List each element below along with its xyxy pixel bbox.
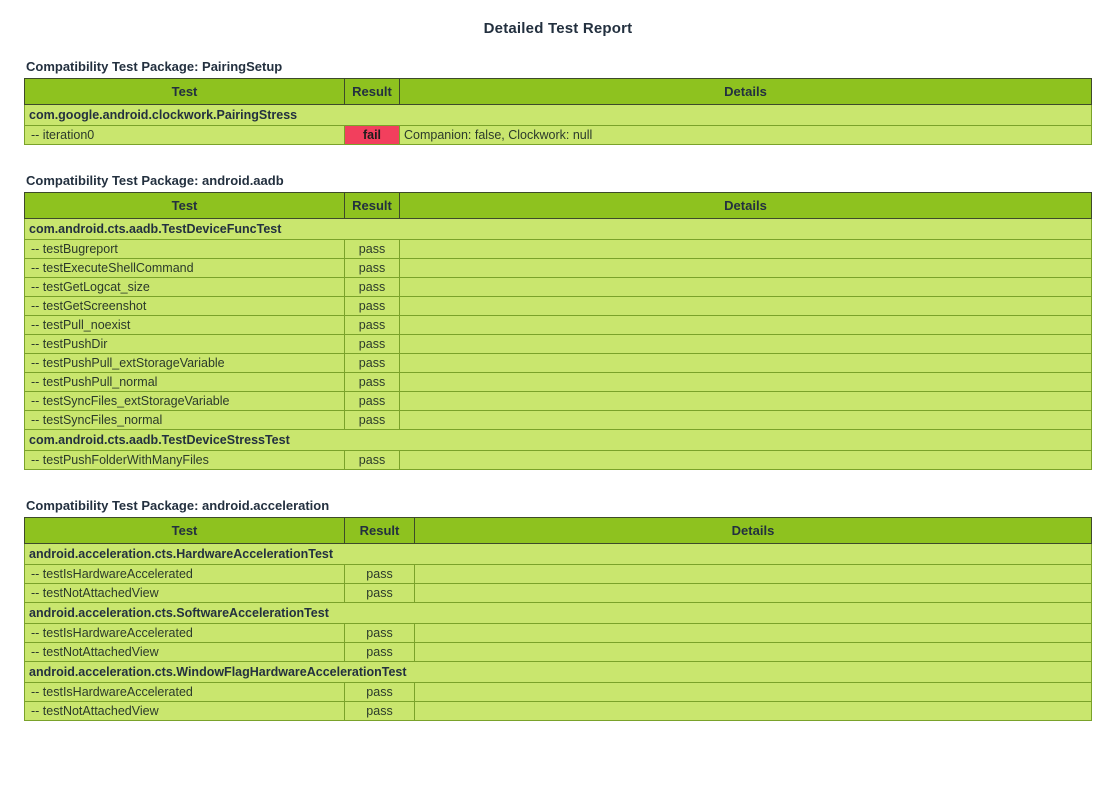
test-name-cell: -- testNotAttachedView	[25, 643, 345, 662]
column-header-test: Test	[25, 518, 345, 544]
table-header-row	[25, 518, 1092, 544]
test-name-cell: -- testExecuteShellCommand	[25, 259, 345, 278]
suite-row	[25, 544, 1092, 565]
suite-row	[25, 430, 1092, 451]
test-name-cell: -- testPull_noexist	[25, 316, 345, 335]
table-row	[25, 354, 1092, 373]
test-details-cell	[415, 643, 1092, 662]
test-details-cell	[400, 335, 1092, 354]
table-header-row	[25, 193, 1092, 219]
results-table	[24, 78, 1092, 145]
status-badge-pass: pass	[345, 278, 400, 297]
table-row	[25, 451, 1092, 470]
status-badge-pass: pass	[345, 451, 400, 470]
status-badge-pass: pass	[345, 411, 400, 430]
table-row	[25, 392, 1092, 411]
test-details-cell	[400, 240, 1092, 259]
suite-row	[25, 219, 1092, 240]
table-header-row	[25, 79, 1092, 105]
test-details-cell	[400, 316, 1092, 335]
suite-name: android.acceleration.cts.SoftwareAccelerationTest	[25, 603, 1092, 624]
suite-name: com.android.cts.aadb.TestDeviceFuncTest	[25, 219, 1092, 240]
results-table	[24, 192, 1092, 470]
status-badge-pass: pass	[345, 335, 400, 354]
status-badge-pass: pass	[345, 643, 415, 662]
package-block	[24, 173, 1092, 470]
package-heading: Compatibility Test Package: android.aadb	[26, 173, 284, 188]
test-details-cell	[400, 411, 1092, 430]
test-details-cell	[400, 451, 1092, 470]
column-header-result: Result	[345, 193, 400, 219]
column-header-result: Result	[345, 79, 400, 105]
status-badge-pass: pass	[345, 297, 400, 316]
suite-name: com.android.cts.aadb.TestDeviceStressTest	[25, 430, 1092, 451]
table-row	[25, 278, 1092, 297]
test-name-cell: -- testGetLogcat_size	[25, 278, 345, 297]
table-row	[25, 335, 1092, 354]
table-row	[25, 316, 1092, 335]
test-details-cell	[415, 683, 1092, 702]
table-row	[25, 126, 1092, 145]
test-name-cell: -- testNotAttachedView	[25, 584, 345, 603]
column-header-details: Details	[415, 518, 1092, 544]
test-details-cell	[400, 354, 1092, 373]
package-block	[24, 498, 1092, 721]
suite-name: android.acceleration.cts.HardwareAccelerationTest	[25, 544, 1092, 565]
test-name-cell: -- testBugreport	[25, 240, 345, 259]
package-heading: Compatibility Test Package: android.acceleration	[26, 498, 330, 513]
status-badge-pass: pass	[345, 683, 415, 702]
status-badge-pass: pass	[345, 392, 400, 411]
test-details-cell: Companion: false, Clockwork: null	[400, 126, 1092, 145]
column-header-result: Result	[345, 518, 415, 544]
test-name-cell: -- testSyncFiles_extStorageVariable	[25, 392, 345, 411]
test-name-cell: -- testIsHardwareAccelerated	[25, 683, 345, 702]
test-name-cell: -- testNotAttachedView	[25, 702, 345, 721]
status-badge-fail: fail	[345, 126, 400, 145]
table-row	[25, 584, 1092, 603]
results-table	[24, 517, 1092, 721]
test-details-cell	[415, 624, 1092, 643]
table-row	[25, 643, 1092, 662]
column-header-details: Details	[400, 193, 1092, 219]
status-badge-pass: pass	[345, 584, 415, 603]
test-name-cell: -- testPushPull_normal	[25, 373, 345, 392]
test-details-cell	[415, 584, 1092, 603]
suite-row	[25, 662, 1092, 683]
suite-name: android.acceleration.cts.WindowFlagHardwareAccelerationTest	[25, 662, 1092, 683]
status-badge-pass: pass	[345, 565, 415, 584]
status-badge-pass: pass	[345, 240, 400, 259]
package-heading: Compatibility Test Package: PairingSetup	[26, 59, 283, 74]
table-row	[25, 683, 1092, 702]
test-details-cell	[400, 297, 1092, 316]
test-name-cell: -- testPushDir	[25, 335, 345, 354]
table-row	[25, 240, 1092, 259]
suite-name: com.google.android.clockwork.PairingStress	[25, 105, 1092, 126]
test-name-cell: -- iteration0	[25, 126, 345, 145]
test-name-cell: -- testGetScreenshot	[25, 297, 345, 316]
table-row	[25, 259, 1092, 278]
status-badge-pass: pass	[345, 316, 400, 335]
status-badge-pass: pass	[345, 373, 400, 392]
packages-container	[24, 59, 1092, 721]
test-name-cell: -- testPushFolderWithManyFiles	[25, 451, 345, 470]
package-block	[24, 59, 1092, 145]
column-header-details: Details	[400, 79, 1092, 105]
table-row	[25, 411, 1092, 430]
table-row	[25, 297, 1092, 316]
test-details-cell	[400, 259, 1092, 278]
test-name-cell: -- testPushPull_extStorageVariable	[25, 354, 345, 373]
test-details-cell	[415, 702, 1092, 721]
status-badge-pass: pass	[345, 624, 415, 643]
table-row	[25, 624, 1092, 643]
test-name-cell: -- testIsHardwareAccelerated	[25, 624, 345, 643]
status-badge-pass: pass	[345, 354, 400, 373]
test-name-cell: -- testIsHardwareAccelerated	[25, 565, 345, 584]
test-name-cell: -- testSyncFiles_normal	[25, 411, 345, 430]
suite-row	[25, 105, 1092, 126]
page-title: Detailed Test Report	[483, 20, 633, 37]
suite-row	[25, 603, 1092, 624]
test-details-cell	[400, 278, 1092, 297]
table-row	[25, 702, 1092, 721]
column-header-test: Test	[25, 193, 345, 219]
test-details-cell	[400, 392, 1092, 411]
table-row	[25, 565, 1092, 584]
table-row	[25, 373, 1092, 392]
status-badge-pass: pass	[345, 702, 415, 721]
test-details-cell	[400, 373, 1092, 392]
column-header-test: Test	[25, 79, 345, 105]
status-badge-pass: pass	[345, 259, 400, 278]
test-details-cell	[415, 565, 1092, 584]
